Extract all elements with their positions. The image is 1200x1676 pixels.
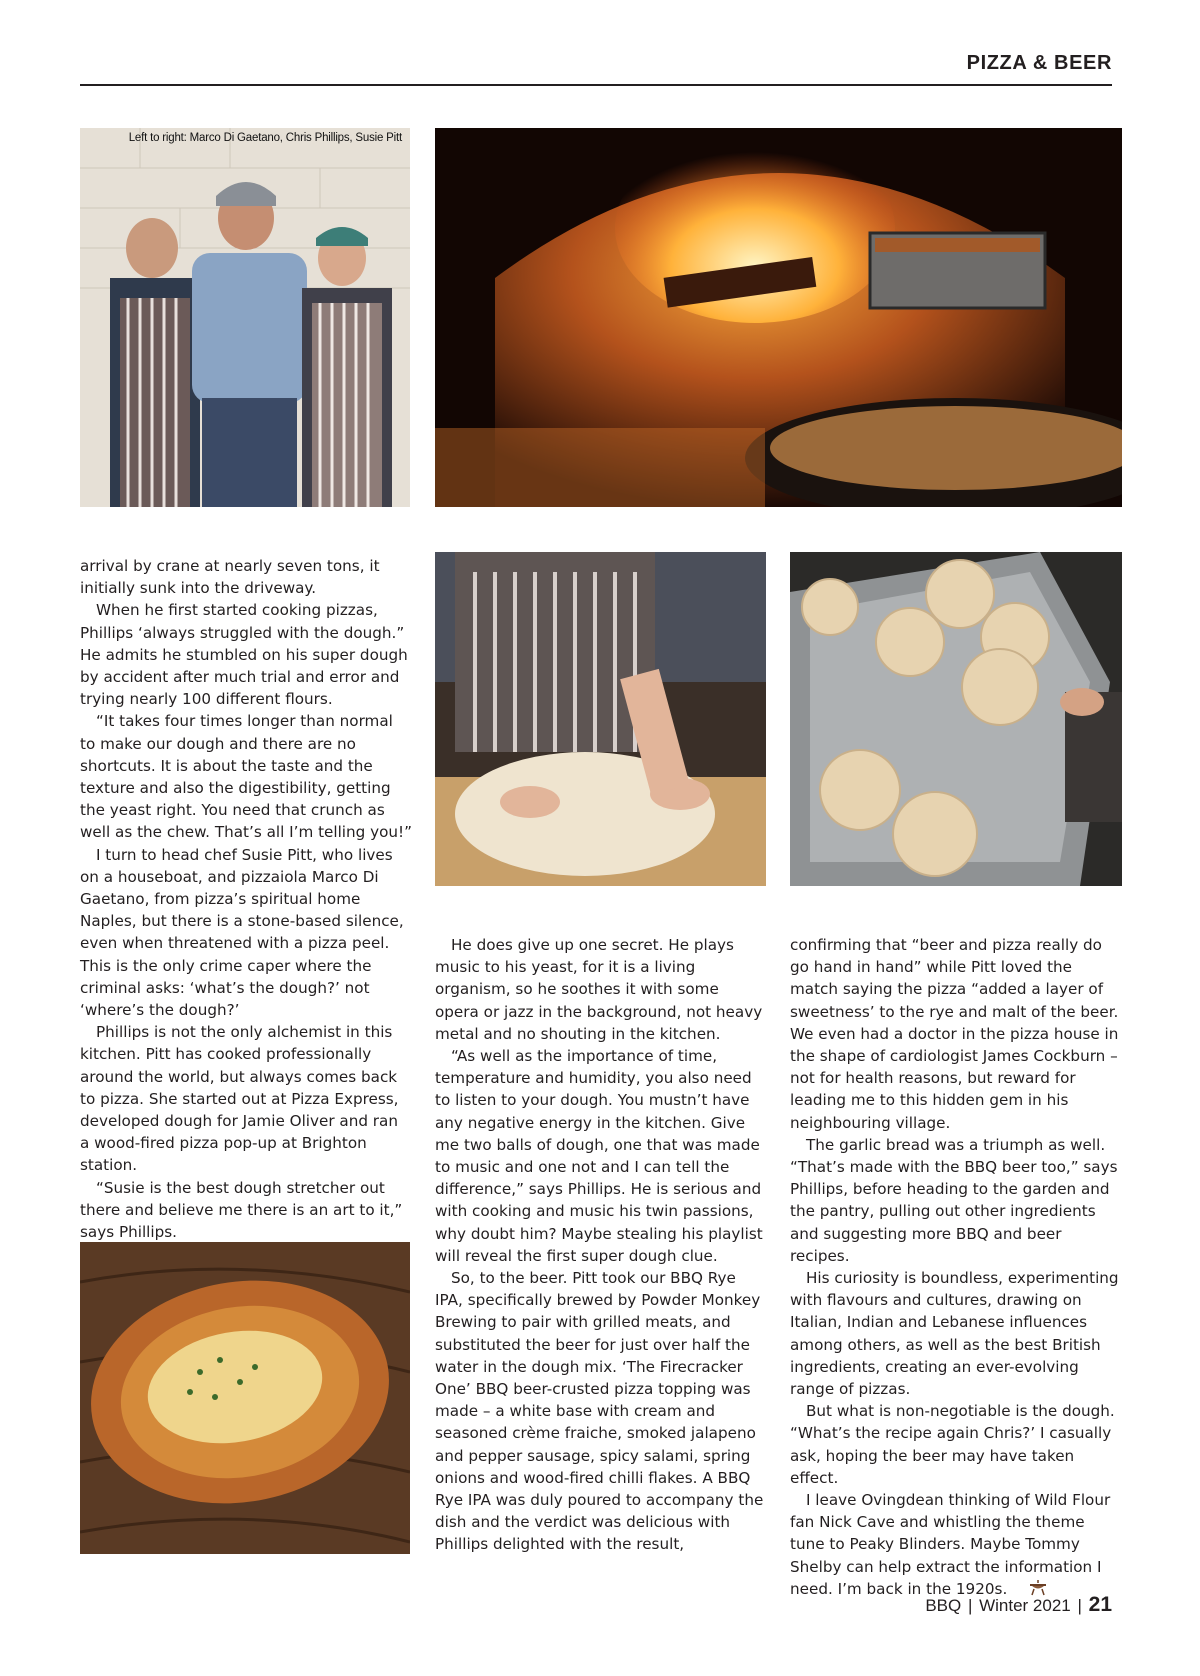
paragraph: The garlic bread was a triumph as well. “That’s made with the BBQ beer too,” says Phillips, before heading to the garden and the pantry, pulling out other ingredients and suggesting more BBQ and beer recipes. [790, 1135, 1118, 1265]
paragraph: But what is non-negotiable is the dough. “What’s the recipe again Chris?’ I casually ask, hoping the beer may have taken effect. [790, 1402, 1115, 1487]
paragraph: “Susie is the best dough stretcher out there and believe me there is an art to it,” says Phillips. [80, 1178, 403, 1242]
team-photo [80, 128, 410, 507]
paragraph: Phillips is not the only alchemist in this kitchen. Pitt has cooked professionally around the world, but always comes back to pizza. She started out at Pizza Express, developed dough for Jamie Oliver and ran a wood-fired pizza pop-up at Brighton station. [80, 1023, 399, 1175]
paragraph: arrival by crane at nearly seven tons, it initially sunk into the driveway. [80, 557, 380, 598]
footer-separator: | [963, 1596, 978, 1615]
article-column-1 [80, 555, 412, 1243]
garlic-bread-photo [80, 1242, 410, 1554]
issue-label: Winter 2021 [979, 1596, 1071, 1615]
paragraph: So, to the beer. Pitt took our BBQ Rye IPA, specifically brewed by Powder Monkey Brewing to pair with grilled meats, and substituted the beer for just over half the water in the dough mix. ‘The Firecracker One’ BBQ beer-crusted pizza topping was made – a white base with cream and seasoned crème fraiche, smoked jalapeno and pepper sausage, spicy salami, spring onions and wood-fired chilli flakes. A BBQ Rye IPA was duly poured to accompany the dish and the verdict was delicious with Phillips delighted with the result, [435, 1269, 764, 1554]
paragraph: He does give up one secret. He plays music to his yeast, for it is a living organism, so he soothes it with some opera or jazz in the background, not heavy metal and no shouting in the kitchen. [435, 936, 763, 1043]
paragraph: “As well as the importance of time, temperature and humidity, you also need to listen to your dough. You mustn’t have any negative energy in the kitchen. Give me two balls of dough, one that was made to music and one not and I can tell the difference,” says Phillips. He is serious and with cooking and music his twin passions, why doubt him? Maybe stealing his playlist will reveal the first super dough clue. [435, 1047, 763, 1265]
paragraph-text: I leave Ovingdean thinking of Wild Flour fan Nick Cave and whistling the theme tune to Peaky Blinders. Maybe Tommy Shelby can help extract the information I need. I’m back in the 1920s. [790, 1491, 1111, 1598]
section-title: PIZZA & BEER [80, 52, 1112, 86]
article-column-2 [435, 934, 767, 1556]
page-number: 21 [1088, 1593, 1112, 1616]
article-column-3 [790, 934, 1122, 1602]
photo-caption: Left to right: Marco Di Gaetano, Chris Phillips, Susie Pitt [128, 132, 402, 144]
page-footer [925, 1593, 1112, 1617]
dough-balls-photo [790, 552, 1122, 886]
footer-separator: | [1072, 1596, 1087, 1615]
paragraph: I turn to head chef Susie Pitt, who lives on a houseboat, and pizzaiola Marco Di Gaetano, from pizza’s spiritual home Naples, but there is a stone-based silence, even when threatened with a pizza peel. This is the only crime caper where the criminal asks: ‘what’s the dough?’ not ‘where’s the dough?’ [80, 845, 404, 1020]
dough-stretching-photo [435, 552, 766, 886]
paragraph [790, 1489, 1122, 1602]
paragraph: His curiosity is boundless, experimenting with flavours and cultures, drawing on Italian, Indian and Lebanese influences among others, as well as the best British ingredients, creating an ever-evolving range of pizzas. [790, 1269, 1119, 1399]
paragraph: When he first started cooking pizzas, Phillips ‘always struggled with the dough.” He admits he stumbled on his super dough by accident after much trial and error and trying nearly 100 different flours. [80, 601, 408, 709]
magazine-name: BBQ [925, 1596, 962, 1615]
paragraph: confirming that “beer and pizza really do go hand in hand” while Pitt loved the match saying the pizza “added a layer of sweetness’ to the rye and malt of the beer. We even had a doctor in the pizza house in the shape of cardiologist James Cockburn – not for health reasons, but reward for leading me to this hidden gem in his neighbouring village. [790, 936, 1119, 1132]
oven-fire-photo [435, 128, 1122, 507]
paragraph: “It takes four times longer than normal to make our dough and there are no shortcuts. It is about the taste and the texture and also the digestibility, getting the yeast right. You need that crunch as well as the chew. That’s all I’m telling you!” [80, 712, 412, 842]
